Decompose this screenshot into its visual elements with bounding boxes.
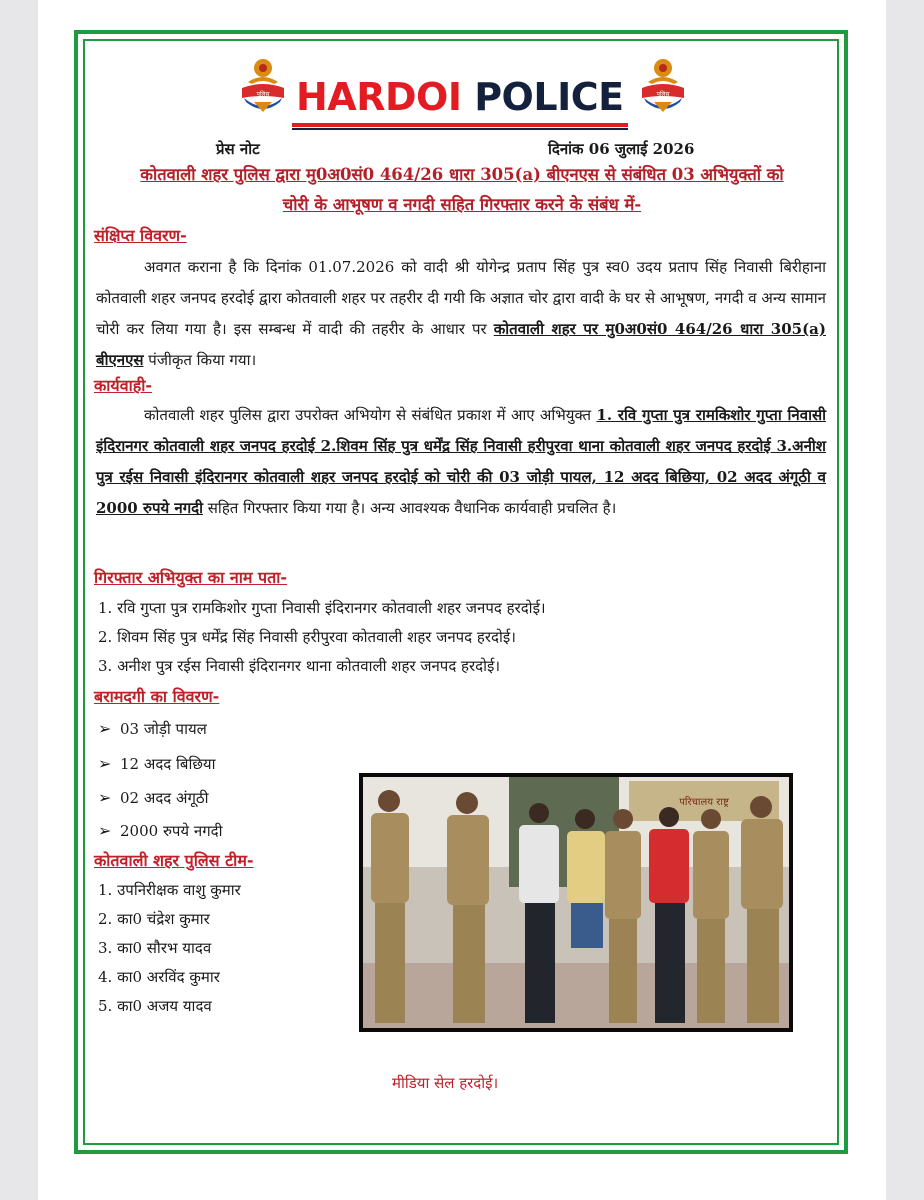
action-paragraph [96, 400, 826, 524]
subject-line-1: कोतवाली शहर पुलिस द्वारा मु0अ0सं0 464/26 धारा 305(a) बीएनएस से संबंधित 03 अभियुक्तों को [140, 165, 784, 184]
recovery-item: ➢ 2000 रुपये नगदी [98, 821, 223, 840]
recovery-item: ➢ 12 अदद बिछिया [98, 754, 216, 773]
recovery-heading: बरामदगी का विवरण- [94, 687, 220, 706]
press-note-date: दिनांक 06 जुलाई 2026 [548, 140, 695, 158]
page-title [296, 75, 624, 119]
up-police-emblem-left-icon [234, 54, 292, 118]
team-heading: कोतवाली शहर पुलिस टीम- [94, 851, 254, 870]
press-note-label: प्रेस नोट [216, 140, 260, 158]
arrested-heading: गिरफ्तार अभियुक्त का नाम पता- [94, 568, 288, 587]
up-police-emblem-right-icon [634, 54, 692, 118]
arrested-item: 3. अनीश पुत्र रईस निवासी इंदिरानगर थाना कोतवाली शहर जनपद हरदोई। [98, 657, 501, 675]
media-cell-signature: मीडिया सेल हरदोई। [392, 1074, 499, 1092]
recovery-item: ➢ 03 जोड़ी पायल [98, 719, 207, 738]
action-heading: कार्यवाही- [94, 376, 153, 395]
recovery-item: ➢ 02 अदद अंगूठी [98, 788, 209, 807]
team-member: 2. का0 चंद्रेश कुमार [98, 910, 210, 928]
subject-line-2: चोरी के आभूषण व नगदी सहित गिरफ्तार करने के संबंध में- [282, 195, 642, 214]
arrested-item: 2. शिवम सिंह पुत्र धर्मेंद्र सिंह निवासी हरीपुरवा कोतवाली शहर जनपद हरदोई। [98, 628, 516, 646]
summary-text: अवगत कराना है कि दिनांक 01.07.2026 को वादी श्री योगेन्द्र प्रताप सिंह पुत्र स्व0 उदय प्रताप सिंह निवासी बिरीहाना कोतवाली शहर जनपद हरदोई द्वारा कोतवाली शहर पर तहरीर दी गयी कि अज्ञात चोर द्वारा वादी के घर से आभूषण, नगदी व अन्य सामान चोरी कर लिया गया है। इस सम्बन्ध में वादी की तहरीर के आधार पर [96, 258, 826, 338]
arrow-bullet-icon: ➢ [98, 719, 112, 738]
arrow-bullet-icon: ➢ [98, 788, 112, 807]
title-underline-navy [292, 128, 628, 130]
summary-heading: संक्षिप्त विवरण- [94, 226, 187, 245]
title-police: POLICE [474, 75, 624, 119]
summary-paragraph [96, 252, 826, 376]
arrest-photo [359, 773, 793, 1032]
team-member: 3. का0 सौरभ यादव [98, 939, 212, 957]
svg-text:परिचालय राष्ट्र: परिचालय राष्ट्र [679, 797, 729, 808]
action-text: कोतवाली शहर पुलिस द्वारा उपरोक्त अभियोग से संबंधित प्रकाश में आए अभियुक्त [144, 406, 592, 424]
svg-text:पुलिस: पुलिस [656, 91, 670, 98]
team-member: 1. उपनिरीक्षक वाशु कुमार [98, 881, 241, 899]
action-accused-details: 1. रवि गुप्ता पुत्र रामकिशोर गुप्ता निवासी इंदिरानगर कोतवाली शहर जनपद हरदोई 2.शिवम सिंह पुत्र धर्मेंद्र सिंह निवासी हरीपुरवा थाना कोतवाली शहर जनपद हरदोई 3.अनीश पुत्र रईस निवासी इंदिरानगर कोतवाली शहर जनपद हरदोई को चोरी की 03 जोड़ी पायल, 12 अदद बिछिया, 02 अदद अंगूठी व 2000 रुपये नगदी [96, 406, 826, 517]
team-member: 4. का0 अरविंद कुमार [98, 968, 220, 986]
arrow-bullet-icon: ➢ [98, 754, 112, 773]
title-hardoi: HARDOI [296, 75, 462, 119]
arrested-item: 1. रवि गुप्ता पुत्र रामकिशोर गुप्ता निवासी इंदिरानगर कोतवाली शहर जनपद हरदोई। [98, 599, 546, 617]
summary-text-end: पंजीकृत किया गया। [148, 351, 257, 369]
arrow-bullet-icon: ➢ [98, 821, 112, 840]
summary-case-number: कोतवाली शहर पर मु0अ0सं0 464/26 धारा 305(a) बीएनएस [96, 320, 826, 369]
team-member: 5. का0 अजय यादव [98, 997, 212, 1015]
action-text-end: सहित गिरफ्तार किया गया है। अन्य आवश्यक वैधानिक कार्यवाही प्रचलित है। [207, 499, 617, 517]
svg-text:पुलिस: पुलिस [256, 91, 270, 98]
title-underline-red [292, 123, 628, 127]
